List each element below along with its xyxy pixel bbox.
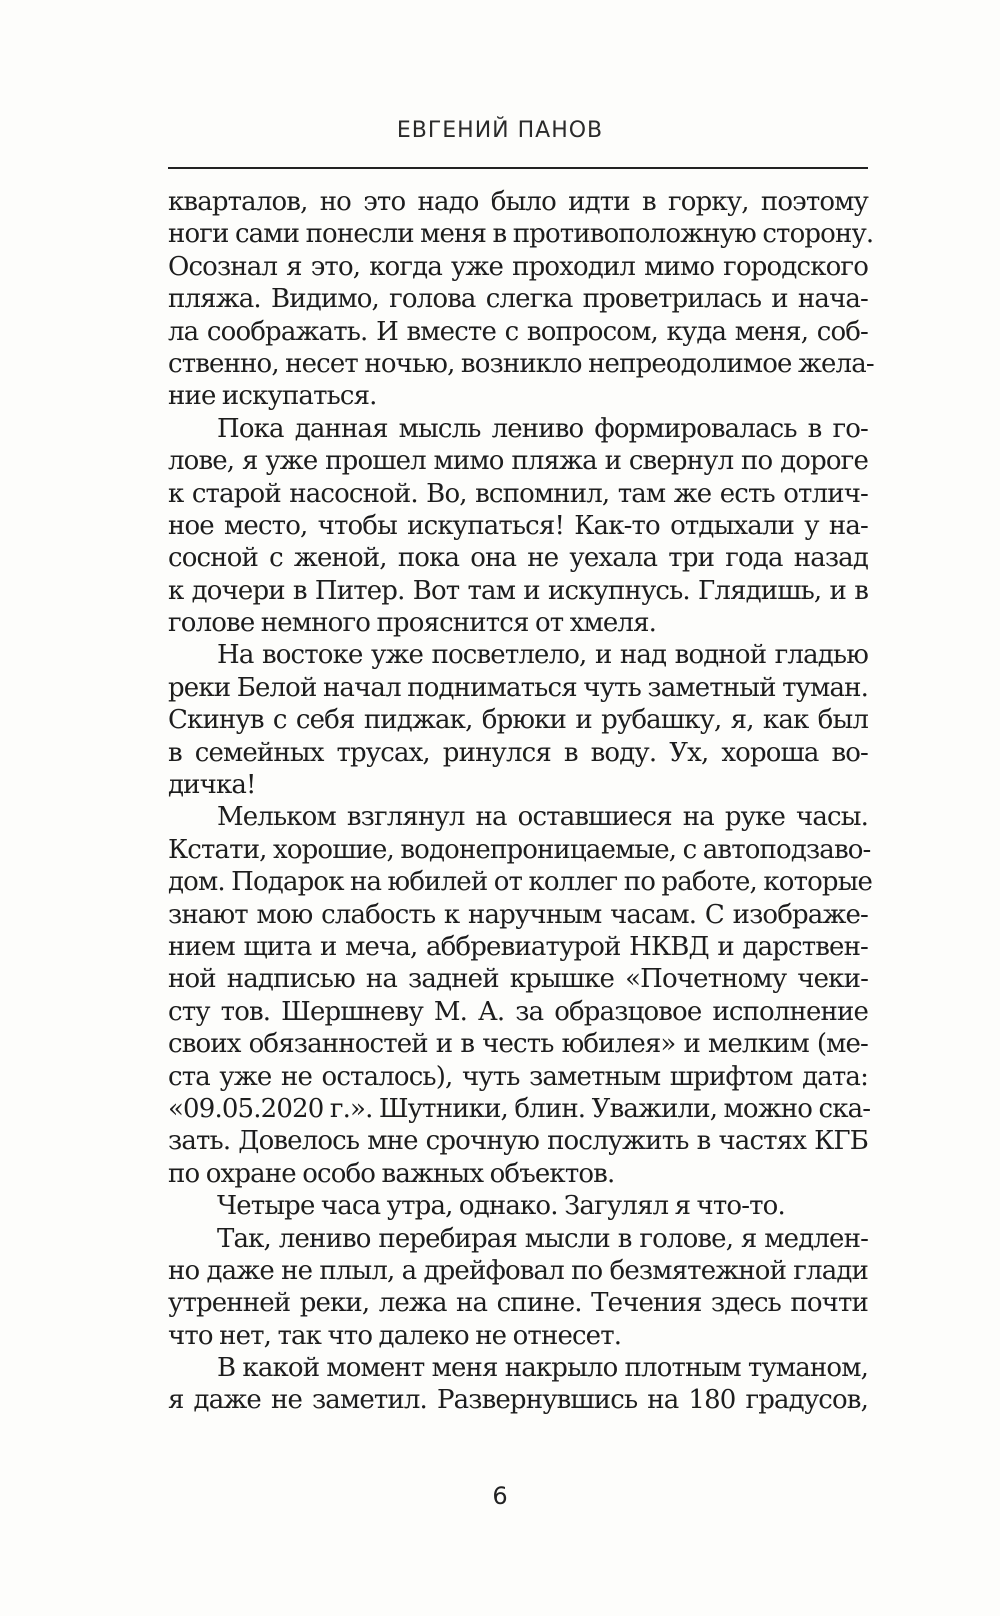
text-line: сту тов. Шершневу М. А. за образцовое исполнение (168, 996, 868, 1027)
text-line: Скинув с себя пиджак, брюки и рубашку, я, как был (168, 705, 868, 736)
text-line: ла соображать. И вместе с вопросом, куда меня, соб- (168, 316, 868, 347)
text-line: кварталов, но это надо было идти в горку, поэтому (168, 187, 868, 217)
text-line: в семейных трусах, ринулся в воду. Ух, хороша во- (168, 737, 868, 768)
text-line: Осознал я это, когда уже проходил мимо городского (168, 251, 868, 282)
text-line: я даже не заметил. Развернувшись на 180 градусов, (168, 1385, 868, 1416)
text-line: ственно, несет ночью, возникло непреодолимое жела- (168, 348, 874, 379)
text-line: знают мою слабость к наручным часам. С изображе- (168, 899, 868, 930)
text-line: по охране особо важных объектов. (168, 1158, 615, 1189)
running-header: ЕВГЕНИЙ ПАНОВ (396, 118, 604, 143)
text-line: к старой насосной. Во, вспомнил, там же есть отлич- (168, 478, 868, 509)
text-line: В какой момент меня накрыло плотным туманом, (217, 1353, 868, 1384)
text-line: но даже не плыл, а дрейфовал по безмятежной глади (168, 1255, 868, 1286)
text-line: своих обязанностей и в честь юбилея» и мелким (ме- (168, 1029, 868, 1060)
text-line: что нет, так что далеко не отнесет. (168, 1320, 622, 1351)
text-line: ное место, чтобы искупаться! Как-то отдыхали у на- (168, 510, 868, 541)
text-line: пляжа. Видимо, голова слегка проветрилась и нача- (168, 284, 868, 315)
text-line: дичка! (168, 770, 256, 801)
text-line: Кстати, хорошие, водонепроницаемые, с автоподзаво- (168, 834, 871, 865)
text-line: дом. Подарок на юбилей от коллег по работе, которые (168, 867, 873, 898)
page-body (168, 186, 874, 1417)
text-line: Мельком взглянул на оставшиеся на руке часы. (217, 802, 868, 833)
text-line: ноги сами понесли меня в противоположную сторону. (168, 219, 874, 250)
text-line: утренней реки, лежа на спине. Течения здесь почти (168, 1288, 868, 1319)
text-line: Четыре часа утра, однако. Загулял я что-то. (217, 1191, 785, 1222)
page-number: 6 (492, 1482, 508, 1510)
text-line: реки Белой начал подниматься чуть заметный туман. (168, 672, 868, 703)
header-rule (168, 167, 868, 169)
text-line: На востоке уже посветлело, и над водной гладью (217, 640, 868, 671)
text-line: Пока данная мысль лениво формировалась в го- (217, 413, 868, 444)
text-line: ста уже не осталось), чуть заметным шрифтом дата: (168, 1061, 868, 1092)
text-line: Так, лениво перебирая мысли в голове, я медлен- (217, 1223, 868, 1254)
text-line: зать. Довелось мне срочную послужить в частях КГБ (168, 1126, 868, 1157)
text-line: к дочери в Питер. Вот там и искупнусь. Глядишь, и в (168, 575, 868, 606)
text-line: лове, я уже прошел мимо пляжа и свернул по дороге (168, 446, 868, 477)
text-line: ной надписью на задней крышке «Почетному чеки- (168, 964, 868, 995)
text-line: ние искупаться. (168, 381, 377, 412)
text-line: нием щита и меча, аббревиатурой НКВД и дарствен- (168, 931, 868, 962)
text-line: «09.05.2020 г.». Шутники, блин. Уважили, можно ска- (168, 1093, 871, 1124)
text-line: голове немного прояснится от хмеля. (168, 608, 657, 639)
text-line: сосной с женой, пока она не уехала три года назад (168, 543, 868, 574)
